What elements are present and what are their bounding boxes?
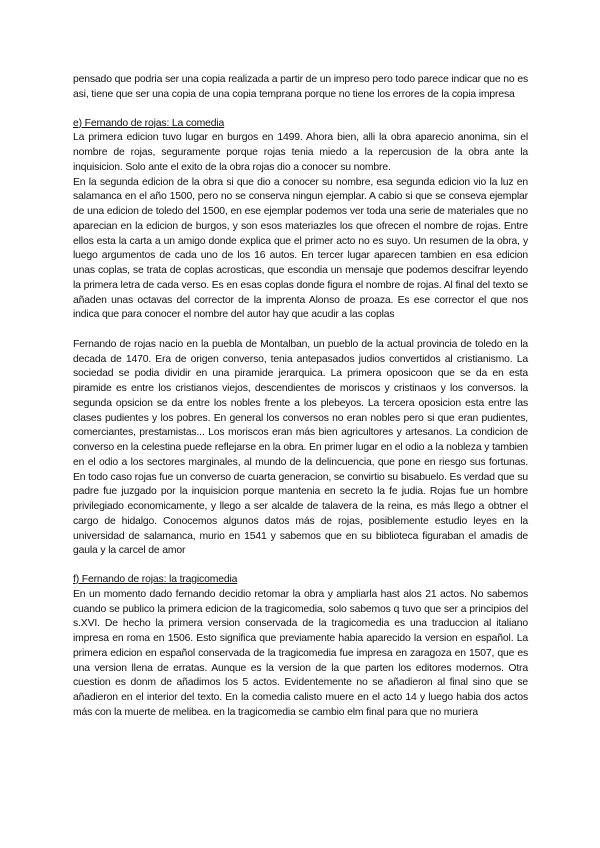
section-e-heading: e) Fernando de rojas: La comedia bbox=[73, 117, 225, 129]
intro-paragraph: pensado que podria ser una copia realizada a partir de un impreso pero todo parece indicar que no es asi, tiene que ser una copia de una copia temprana porque no tiene los errores de la copia impresa bbox=[73, 74, 528, 100]
document-body bbox=[73, 73, 528, 721]
section-f-heading: f) Fernando de rojas: la tragicomedia bbox=[73, 574, 238, 585]
section-e-paragraph-3: Fernando de rojas nacio en la puebla de Montalban, un pueblo de la actual provincia de toledo en la decada de 1470. Era de origen converso, tenia antepasados judios convertidos al cristianismo. La sociedad se podia dividir en una piramide jerarquica. La primera oposicoon que se da en esta piramide es entre los cristianos viejos, descendientes de moriscos y cristinaos y los conversos. la segunda opsicion se da entre los nobles frente a los plebeyos. La tercera oposicion esta entre las clases pudientes y los pobres. En general los conversos no eran nobles pero si que eran pudientes, comerciantes, prestamistas... Los moriscos eran más bien agricultores y artesanos. La condicion de converso en la celestina puede reflejarse en la obra. En primer lugar en el odio a la nobleza y tambien en el odio a los sectores marginales, al mundo de la delincuencia, que pone en riesgo sus fortunas. En todo caso rojas fue un converso de cuarta generacion, se convirtio su bisabuelo. Es verdad que su padre fue juzgado por la inquisicion porque mantenia en secreto la fe judia. Rojas fue un hombre privilegiado economicamente, y llego a ser alcalde de talavera de la reina, es más llego a obtner el cargo de hidalgo. Conocemos algunos datos más de rojas, posiblemente estudio leyes en la universidad de salamanca, murio en 1541 y sabemos que en su biblioteca figuraban el amadis de gaula y la carcel de amor bbox=[73, 338, 528, 557]
section-f-paragraph-1: En un momento dado fernando decidio retomar la obra y ampliarla hast alos 21 actos. No sabemos cuando se publico la primera edicion de la tragicomedia, solo sabemos q tuvo que ser a principios del s.XVI. De hecho la primera version conservada de la tragicomedia es una traduccion al italiano impresa en roma en 1506. Esto significa que previamente habia aparecido la version en español. La primera edicion en español conservada de la tragicomedia fue impresa en zaragoza en 1507, que es una version llena de erratas. Aunque es la version de la que parten los editores modernos. Otra cuestion es donm de añadimos los 5 actos. Evidentemente no se añadieron al final sino que se añadieron en el interior del texto. En la comedia calisto muere en el acto 14 y luego habia dos actos más con la muerte de melibea. en la tragicomedia se cambio elm final para que no muriera bbox=[73, 588, 528, 718]
section-e-paragraph-2: En la segunda edicion de la obra si que dio a conocer su nombre, esa segunda edicion vio la luz en salamanca en el año 1500, pero no se conserva ningun ejemplar. A cabio si que se conseva ejemplar de una edicion de toledo del 1500, en ese ejemplar podemos ver toda una serie de materiales que no aparecian en la edicion de burgos, y son esos materiazles los que ofrecen el nombre de rojas. Entre ellos esta la carta a un amigo donde explica que el primer acto no es suyo. Un resumen de la obra, y luego argumentos de cada uno de los 16 autos. En tercer lugar aparecen tambien en esa edicion unas coplas, se trata de coplas acrosticas, que escondia un mensaje que podemos descifrar leyendo la primera letra de cada verso. Es en esas coplas donde figura el nombre de rojas. Al final del texto se añaden unas octavas del corrector de la imprenta Alonso de proaza. Es ese corrector el que nos indica que para conocer el nombre del autor hay que acudir a las coplas bbox=[73, 176, 528, 321]
section-e-paragraph-1: La primera edicion tuvo lugar en burgos en 1499. Ahora bien, alli la obra aparecio anonima, sin el nombre de rojas, seguramente porque rojas tenia miedo a la repercusion de la obra ante la inquisicion. Solo ante el exito de la obra rojas dio a conocer su nombre. bbox=[73, 132, 528, 173]
paragraph-gap bbox=[73, 323, 528, 338]
